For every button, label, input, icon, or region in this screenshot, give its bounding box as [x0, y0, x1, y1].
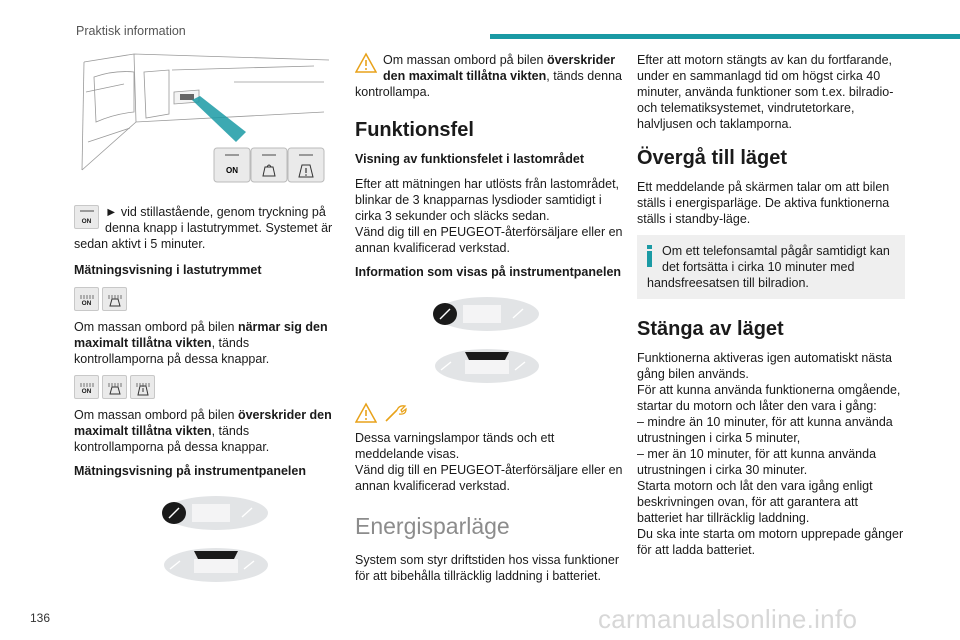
near-limit-buttons	[74, 287, 338, 311]
watermark: carmanualsonline.info	[598, 604, 858, 634]
energy-paragraph: System som styr driftstiden hos vissa funktioner för att bibehålla tillräcklig laddning i batteriet.	[355, 553, 619, 583]
switch-mode-paragraph: Ett meddelande på skärmen talar om att bilen ställs i energisparläge. De aktiva funktionerna ställs i standby-läge.	[637, 180, 890, 226]
instrument-cluster-illustration	[156, 491, 338, 587]
lamps-paragraph-2: Vänd dig till en PEUGEOT-återförsäljare eller en annan kvalificerad verkstad.	[355, 463, 623, 493]
illus-on-label: ON	[226, 166, 238, 175]
over-limit-warning-text: Om massan ombord på bilen överskrider den maximalt tillåtna vikten, tänds denna kontrollampa.	[355, 53, 623, 99]
heading-energy-saving: Energisparläge	[355, 513, 510, 539]
column-right	[637, 52, 905, 566]
warning-triangle-icon	[355, 52, 377, 74]
weight-button-lit-icon	[102, 287, 127, 311]
column-middle	[355, 52, 623, 592]
near-limit-paragraph: Om massan ombord på bilen närmar sig den maximalt tillåtna vikten, tänds kontrollamporna på dessa knappar.	[74, 320, 328, 366]
exit-paragraph-3: – mindre än 10 minuter, för att kunna använda utrustningen i cirka 5 minuter,	[637, 415, 893, 445]
activation-step-text: ► vid stillastående, genom tryckning på denna knapp i lastutrymmet. Systemet är sedan aktivt i 5 minuter.	[74, 205, 333, 251]
on-button-icon: ON	[74, 205, 99, 229]
heading-instrument-display: Mätningsvisning på instrumentpanelen	[74, 464, 306, 478]
heading-cargo-display: Mätningsvisning i lastutrymmet	[74, 263, 262, 277]
over-limit-paragraph: Om massan ombord på bilen överskrider den maximalt tillåtna vikten, tänds kontrollamporna på dessa knappar.	[74, 408, 332, 454]
fault-paragraph-2: Vänd dig till en PEUGEOT-återförsäljare eller en annan kvalificerad verkstad.	[355, 225, 623, 255]
on-button-lit-icon: ON	[74, 287, 99, 311]
over-limit-buttons	[74, 375, 338, 399]
exit-paragraph-4: – mer än 10 minuter, för att kunna använda utrustningen i cirka 30 minuter.	[637, 447, 877, 477]
page-number: 136	[30, 611, 51, 625]
heading-switch-mode: Övergå till läget	[637, 147, 788, 169]
weight-button-lit-icon	[102, 375, 127, 399]
cargo-area-illustration	[74, 52, 338, 194]
subheading-info-panel: Information som visas på instrumentpanelen	[355, 265, 622, 279]
on-button-lit-icon: ON	[74, 375, 99, 399]
fault-cluster-illustration	[427, 292, 623, 388]
overload-button-lit-icon	[130, 375, 155, 399]
page-header-title: Praktisk information	[76, 24, 186, 38]
motor-off-paragraph: Efter att motorn stängts av kan du fortfarande, under en sammanlagd tid om högst cirka 40 minuter, använda funktioner som t.ex. bilradio- och telematiksystemet, vindrutetorkare, halvljusen och taklamporna.	[637, 53, 894, 131]
info-box: Om ett telefonsamtal pågår samtidigt kan det fortsätta i cirka 10 minuter med handsfreesatsen till bilradion.	[637, 235, 905, 299]
lamps-paragraph-1: Dessa varningslampor tänds och ett meddelande visas.	[355, 431, 555, 461]
warning-triangle-icon	[355, 402, 377, 424]
info-icon	[647, 245, 652, 267]
header-accent-bar	[490, 34, 960, 39]
exit-paragraph-2: För att kunna använda funktionerna omgående, startar du motorn och låter den vara i gång:	[637, 383, 901, 413]
heading-fault: Funktionsfel	[355, 119, 474, 141]
wrench-icon	[383, 402, 409, 424]
heading-exit-mode: Stänga av läget	[637, 318, 784, 340]
exit-paragraph-1: Funktionerna aktiveras igen automatiskt nästa gång bilen används.	[637, 351, 892, 381]
subheading-fault-cargo: Visning av funktionsfelet i lastområdet	[355, 152, 584, 166]
exit-paragraph-6: Du ska inte starta om motorn upprepade gånger för att ladda batteriet.	[637, 527, 904, 557]
exit-paragraph-5: Starta motorn och låt den vara igång enligt beskrivningen ovan, för att garantera att batteriet har tillräcklig laddning.	[637, 479, 873, 525]
fault-paragraph-1: Efter att mätningen har utlösts från lastområdet, blinkar de 3 knapparnas lysdioder samtidigt i cirka 3 sekunder och släcks sedan.	[355, 177, 620, 223]
column-left	[74, 52, 338, 601]
